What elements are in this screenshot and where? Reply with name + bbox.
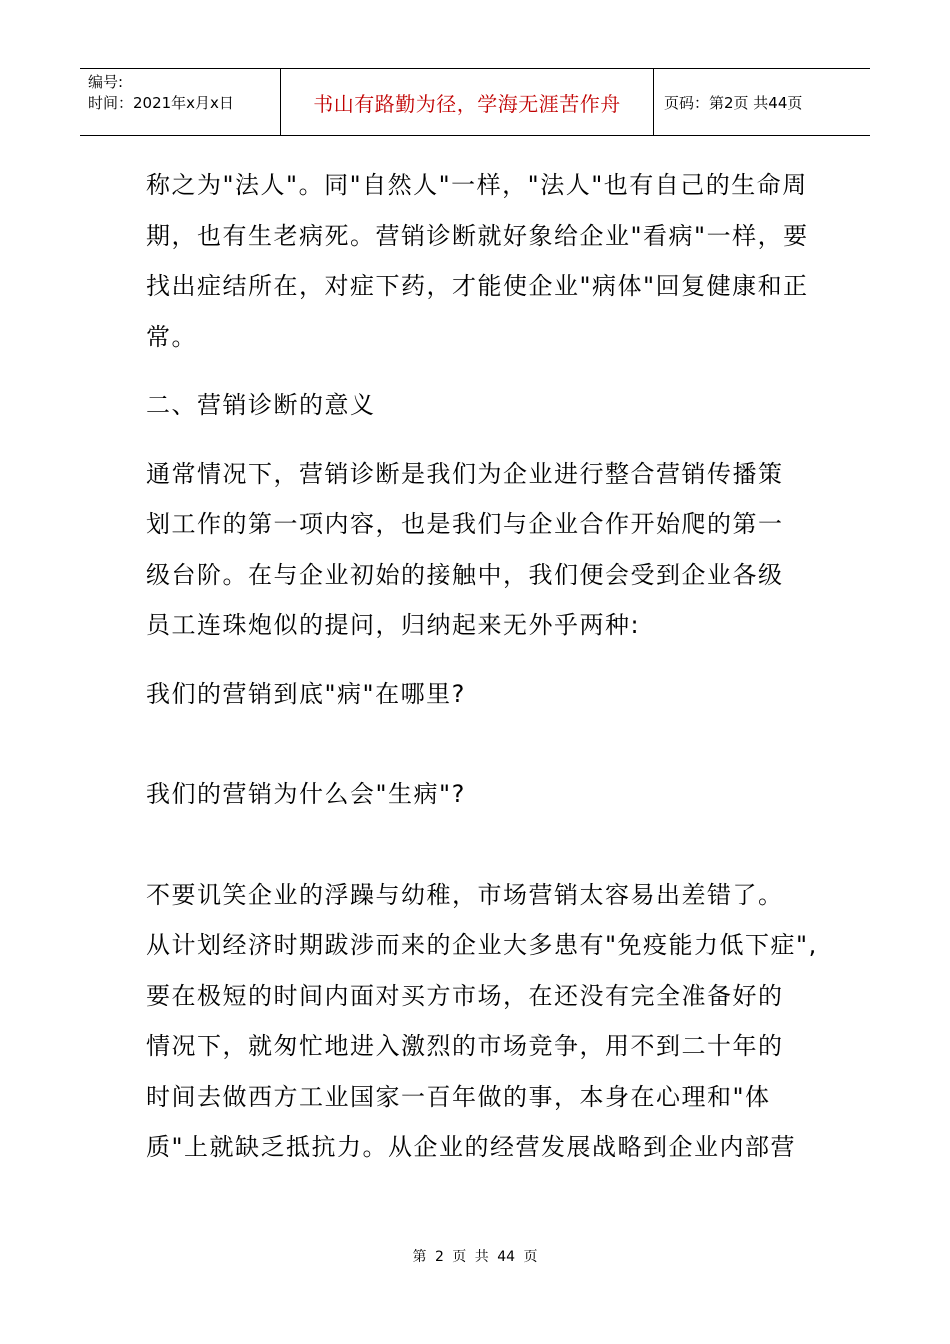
text-line: 我们的营销为什么会"生病"? [146,780,466,808]
text-line: 级台阶。在与企业初始的接触中，我们便会受到企业各级 [146,560,784,589]
text-line: 期，也有生老病死。营销诊断就好象给企业"看病"一样，要 [146,221,809,250]
text-line: 划工作的第一项内容，也是我们与企业合作开始爬的第一 [146,510,784,538]
text-line: 员工连珠炮似的提问，归纳起来无外乎两种: [146,611,641,639]
text-line: 时间去做西方工业国家一百年做的事，本身在心理和"体 [146,1082,771,1111]
text-line: 常。 [146,322,197,351]
question-why [146,769,826,820]
text-line: 质"上就缺乏抵抗力。从企业的经营发展战略到企业内部营 [146,1133,797,1161]
paragraph-enterprise-weakness [146,870,826,1173]
document-body [146,160,826,1173]
question-where [146,669,826,720]
section-heading [146,380,826,431]
text-line: 找出症结所在，对症下药，才能使企业"病体"回复健康和正 [146,272,809,300]
paragraph-diagnosis-meaning [146,449,826,651]
header-page-info: 页码：第2页 共44页 [664,93,803,112]
document-number-label: 编号: [88,73,124,91]
paragraph-legal-person [146,160,826,362]
text-line: 我们的营销到底"病"在哪里? [146,679,466,708]
heading-line: 二、营销诊断的意义 [146,391,376,419]
header-motto: 书山有路勤为径，学海无涯苦作舟 [281,69,654,135]
text-line: 要在极短的时间内面对买方市场，在还没有完全准备好的 [146,981,784,1010]
text-line: 从计划经济时期跋涉而来的企业大多患有"免疫能力低下症", [146,931,818,959]
page-footer: 第 2 页 共 44 页 [412,1249,538,1265]
text-line: 不要讥笑企业的浮躁与幼稚，市场营销太容易出差错了。 [146,880,784,909]
document-time-label: 时间：2021年x月x日 [88,94,234,112]
page-header [80,68,870,136]
text-line: 情况下，就匆忙地进入激烈的市场竞争，用不到二十年的 [146,1032,784,1060]
text-line: 通常情况下，营销诊断是我们为企业进行整合营销传播策 [146,459,784,488]
header-meta-cell [80,69,281,135]
text-line: 称之为"法人"。同"自然人"一样，"法人"也有自己的生命周 [146,171,808,199]
